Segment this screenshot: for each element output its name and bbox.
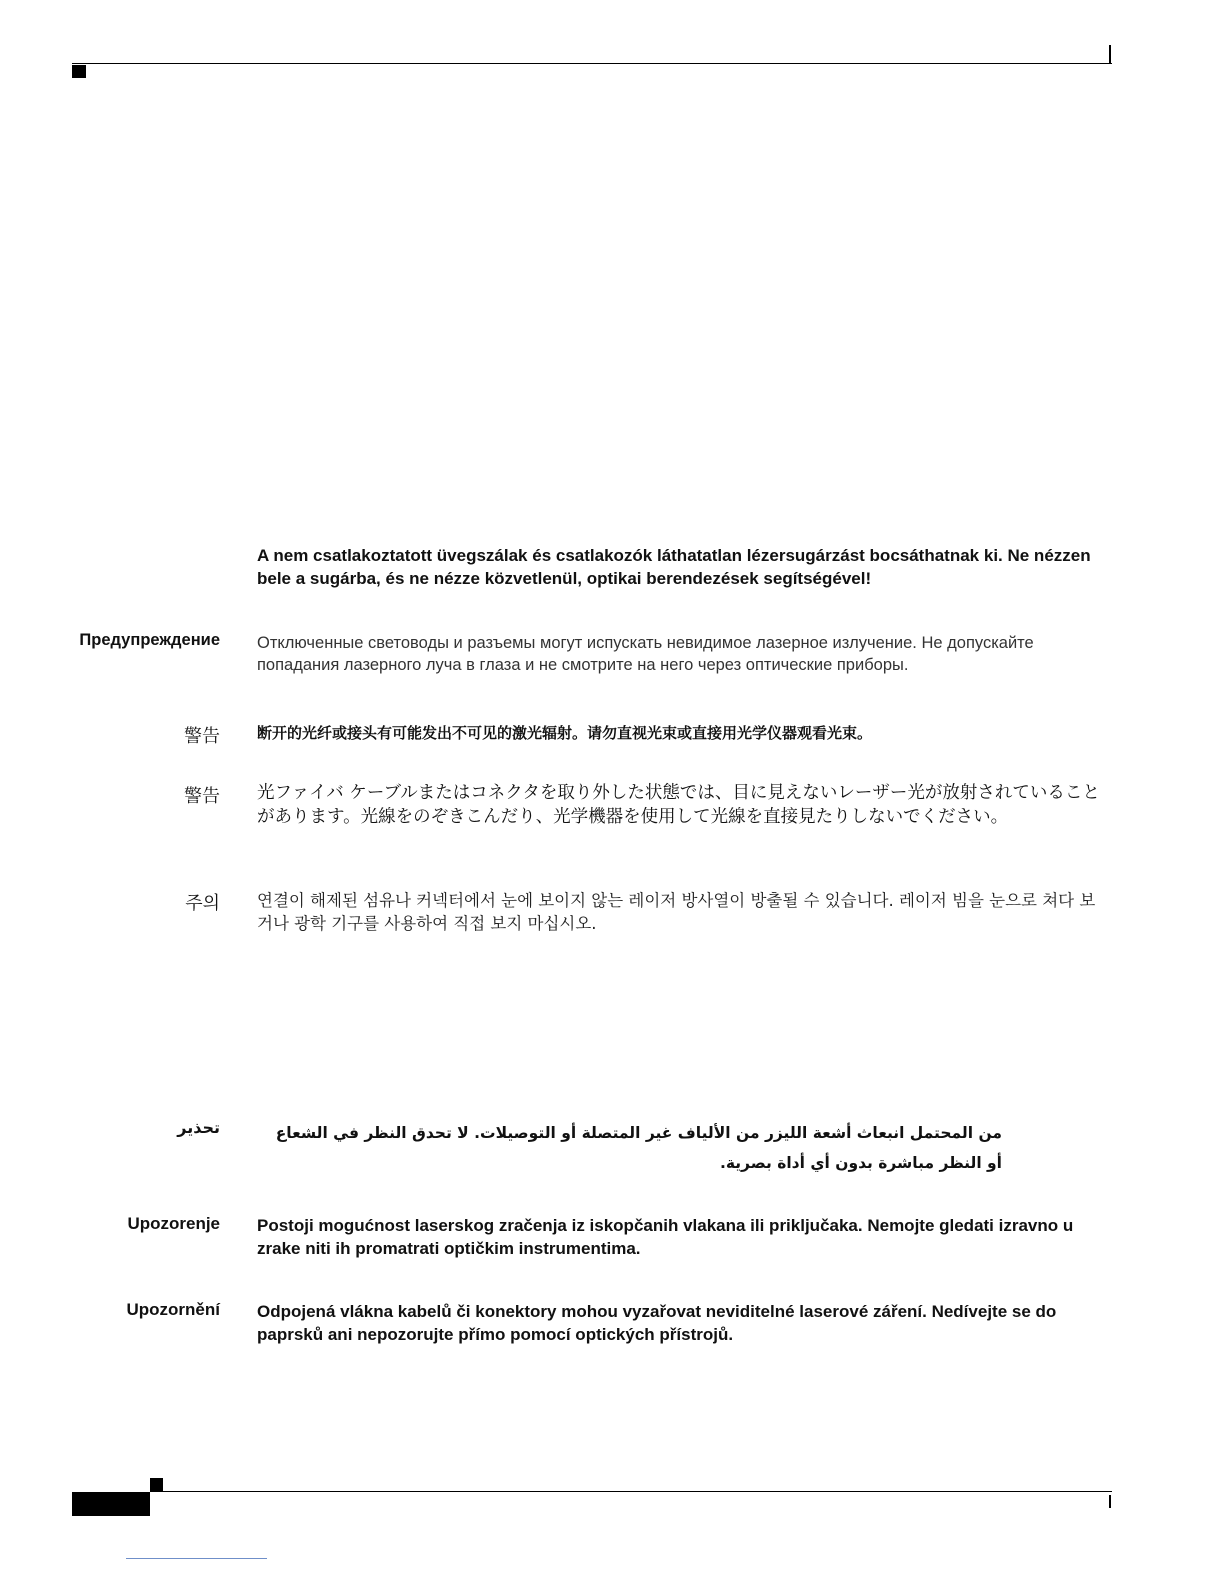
warning-label: 警告 bbox=[184, 726, 220, 747]
header-tick bbox=[1109, 45, 1111, 64]
warning-text: من المحتمل انبعاث أشعة الليزر من الألياف غير المتصلة أو التوصيلات. لا تحدق النظر في الشعاع أو النظر مباشرة بدون أي أداة بصرية. bbox=[275, 1124, 1002, 1172]
footer-rule bbox=[150, 1491, 1112, 1492]
footer-tick bbox=[1109, 1495, 1111, 1508]
warning-text: 断开的光纤或接头有可能发出不可见的激光辐射。请勿直视光束或直接用光学仪器观看光束。 bbox=[257, 724, 873, 742]
footer-marker bbox=[150, 1478, 163, 1492]
warning-label: تحذير bbox=[177, 1118, 220, 1137]
warning-text: Postoji mogućnost laserskog zračenja iz iskopčanih vlakana ili priključaka. Nemojte gledati izravno u zrake niti ih promatrati optičkim instrumentima. bbox=[257, 1216, 1074, 1258]
warning-text: Отключенные световоды и разъемы могут испускать невидимое лазерное излучение. Не допускайте попадания лазерного луча в глаза и не смотрите на него через оптические приборы. bbox=[257, 634, 1034, 674]
warning-text: 연결이 해제된 섬유나 커넥터에서 눈에 보이지 않는 레이저 방사열이 방출될 수 있습니다. 레이저 빔을 눈으로 쳐다 보거나 광학 기구를 사용하여 직접 보지 마십시오. bbox=[257, 891, 1096, 933]
header-rule bbox=[72, 63, 1112, 64]
warning-text: 光ファイバ ケーブルまたはコネクタを取り外した状態では、目に見えないレーザー光が放射されていることがあります。光線をのぞきこんだり、光学機器を使用して光線を直接見たりしないでください。 bbox=[257, 783, 1100, 827]
warning-label: 警告 bbox=[184, 786, 220, 807]
header-marker bbox=[72, 65, 86, 78]
warning-label: Upozorenje bbox=[127, 1214, 220, 1233]
warning-label: Предупреждение bbox=[79, 631, 220, 649]
footer-link-underline[interactable] bbox=[126, 1558, 267, 1559]
warning-label: 주의 bbox=[185, 893, 220, 914]
warning-text: Odpojená vlákna kabelů či konektory mohou vyzařovat neviditelné laserové záření. Nedívejte se do paprsků ani nepozorujte přímo pomocí optických přístrojů. bbox=[257, 1302, 1057, 1344]
footer-block bbox=[72, 1492, 150, 1516]
warning-label: Upozornění bbox=[126, 1300, 220, 1319]
warning-text: A nem csatlakoztatott üvegszálak és csatlakozók láthatatlan lézersugárzást bocsáthatnak ki. Ne nézzen bele a sugárba, és ne nézze közvetlenül, optikai berendezések segítségével! bbox=[257, 546, 1091, 588]
